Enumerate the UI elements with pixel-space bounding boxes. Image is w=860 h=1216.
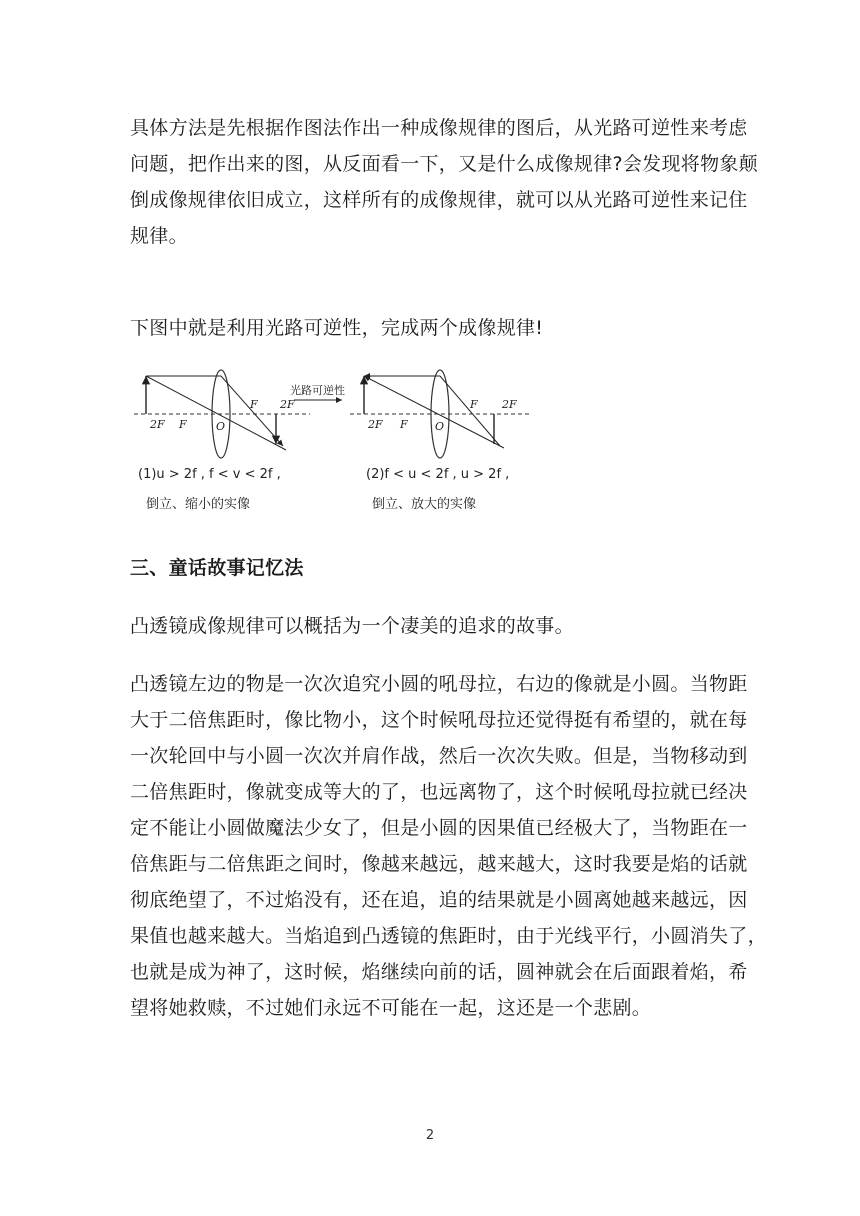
caption-right-line1: (2)f < u < 2f , u > 2f , [366,467,510,482]
diagram-right [350,370,530,512]
ray-center [146,376,286,450]
label-F-right: F [470,398,478,411]
text-line: 规律。 [130,225,188,247]
label-F-left: F [179,418,187,431]
heading-text: 三、童话故事记忆法 [130,557,304,579]
caption-right-line2: 倒立、放大的实像 [372,497,477,512]
text-line: 下图中就是利用光路可逆性，完成两个成像规律! [130,317,544,339]
text-line: 具体方法是先根据作图法作出一种成像规律的图后，从光路可逆性来考虑 [130,117,748,139]
label-2F-left: 2F [150,418,165,431]
paragraph-method [130,110,758,254]
ray-center [364,376,504,448]
text-line: 问题，把作出来的图，从反面看一下，又是什么成像规律?会发现将物象颠 [130,153,758,175]
label-O: O [435,420,445,433]
text-line: 凸透镜成像规律可以概括为一个凄美的追求的故事。 [130,615,574,637]
text-line: 果值也越来越大。当焰追到凸透镜的焦距时，由于光线平行，小圆消失了， [130,925,767,947]
caption-left-line1: (1)u > 2f , f < v < 2f , [138,467,281,482]
paragraph-story-summary [130,608,742,644]
text-line: 彻底绝望了，不过焰没有，还在追，追的结果就是小圆离她越来越远，因 [130,889,748,911]
text-line: 望将她救赎，不过她们永远不可能在一起，这还是一个悲剧。 [130,997,652,1019]
reversibility-arrow [290,383,345,400]
lens-ray-diagram [128,360,538,524]
text-line: 倒成像规律依旧成立，这样所有的成像规律，就可以从光路可逆性来记住 [130,189,748,211]
section-heading [130,550,742,586]
label-2F-right: 2F [280,398,295,411]
text-line: 定不能让小圆做魔法少女了，但是小圆的因果值已经极大了，当物距在一 [130,817,748,839]
diagram-left [134,370,310,512]
text-line: 倍焦距与二倍焦距之间时，像越来越远，越来越大，这时我要是焰的话就 [130,853,748,875]
text-line: 二倍焦距时，像就变成等大的了，也远离物了，这个时候吼母拉就已经决 [130,781,748,803]
label-2F-right: 2F [502,398,517,411]
text-line: 凸透镜左边的物是一次次追究小圆的吼母拉，右边的像就是小圆。当物距 [130,673,748,695]
page-number: 2 [425,1128,435,1143]
arrow-label: 光路可逆性 [290,384,345,397]
label-2F-left: 2F [368,418,383,431]
paragraph-story [130,666,767,1026]
text-line: 一次轮回中与小圆一次次并肩作战，然后一次次失败。但是，当物移动到 [130,745,748,767]
label-F-left: F [400,418,408,431]
text-line: 也就是成为神了，这时候，焰继续向前的话，圆神就会在后面跟着焰，希 [130,961,748,983]
label-F-right: F [250,398,258,411]
text-line: 大于二倍焦距时，像比物小，这个时候吼母拉还觉得挺有希望的，就在每 [130,709,748,731]
paragraph-figure-intro [130,310,742,346]
lens-ray-diagram-figure [128,360,538,524]
label-O: O [216,420,226,433]
caption-left-line2: 倒立、缩小的实像 [146,497,251,512]
